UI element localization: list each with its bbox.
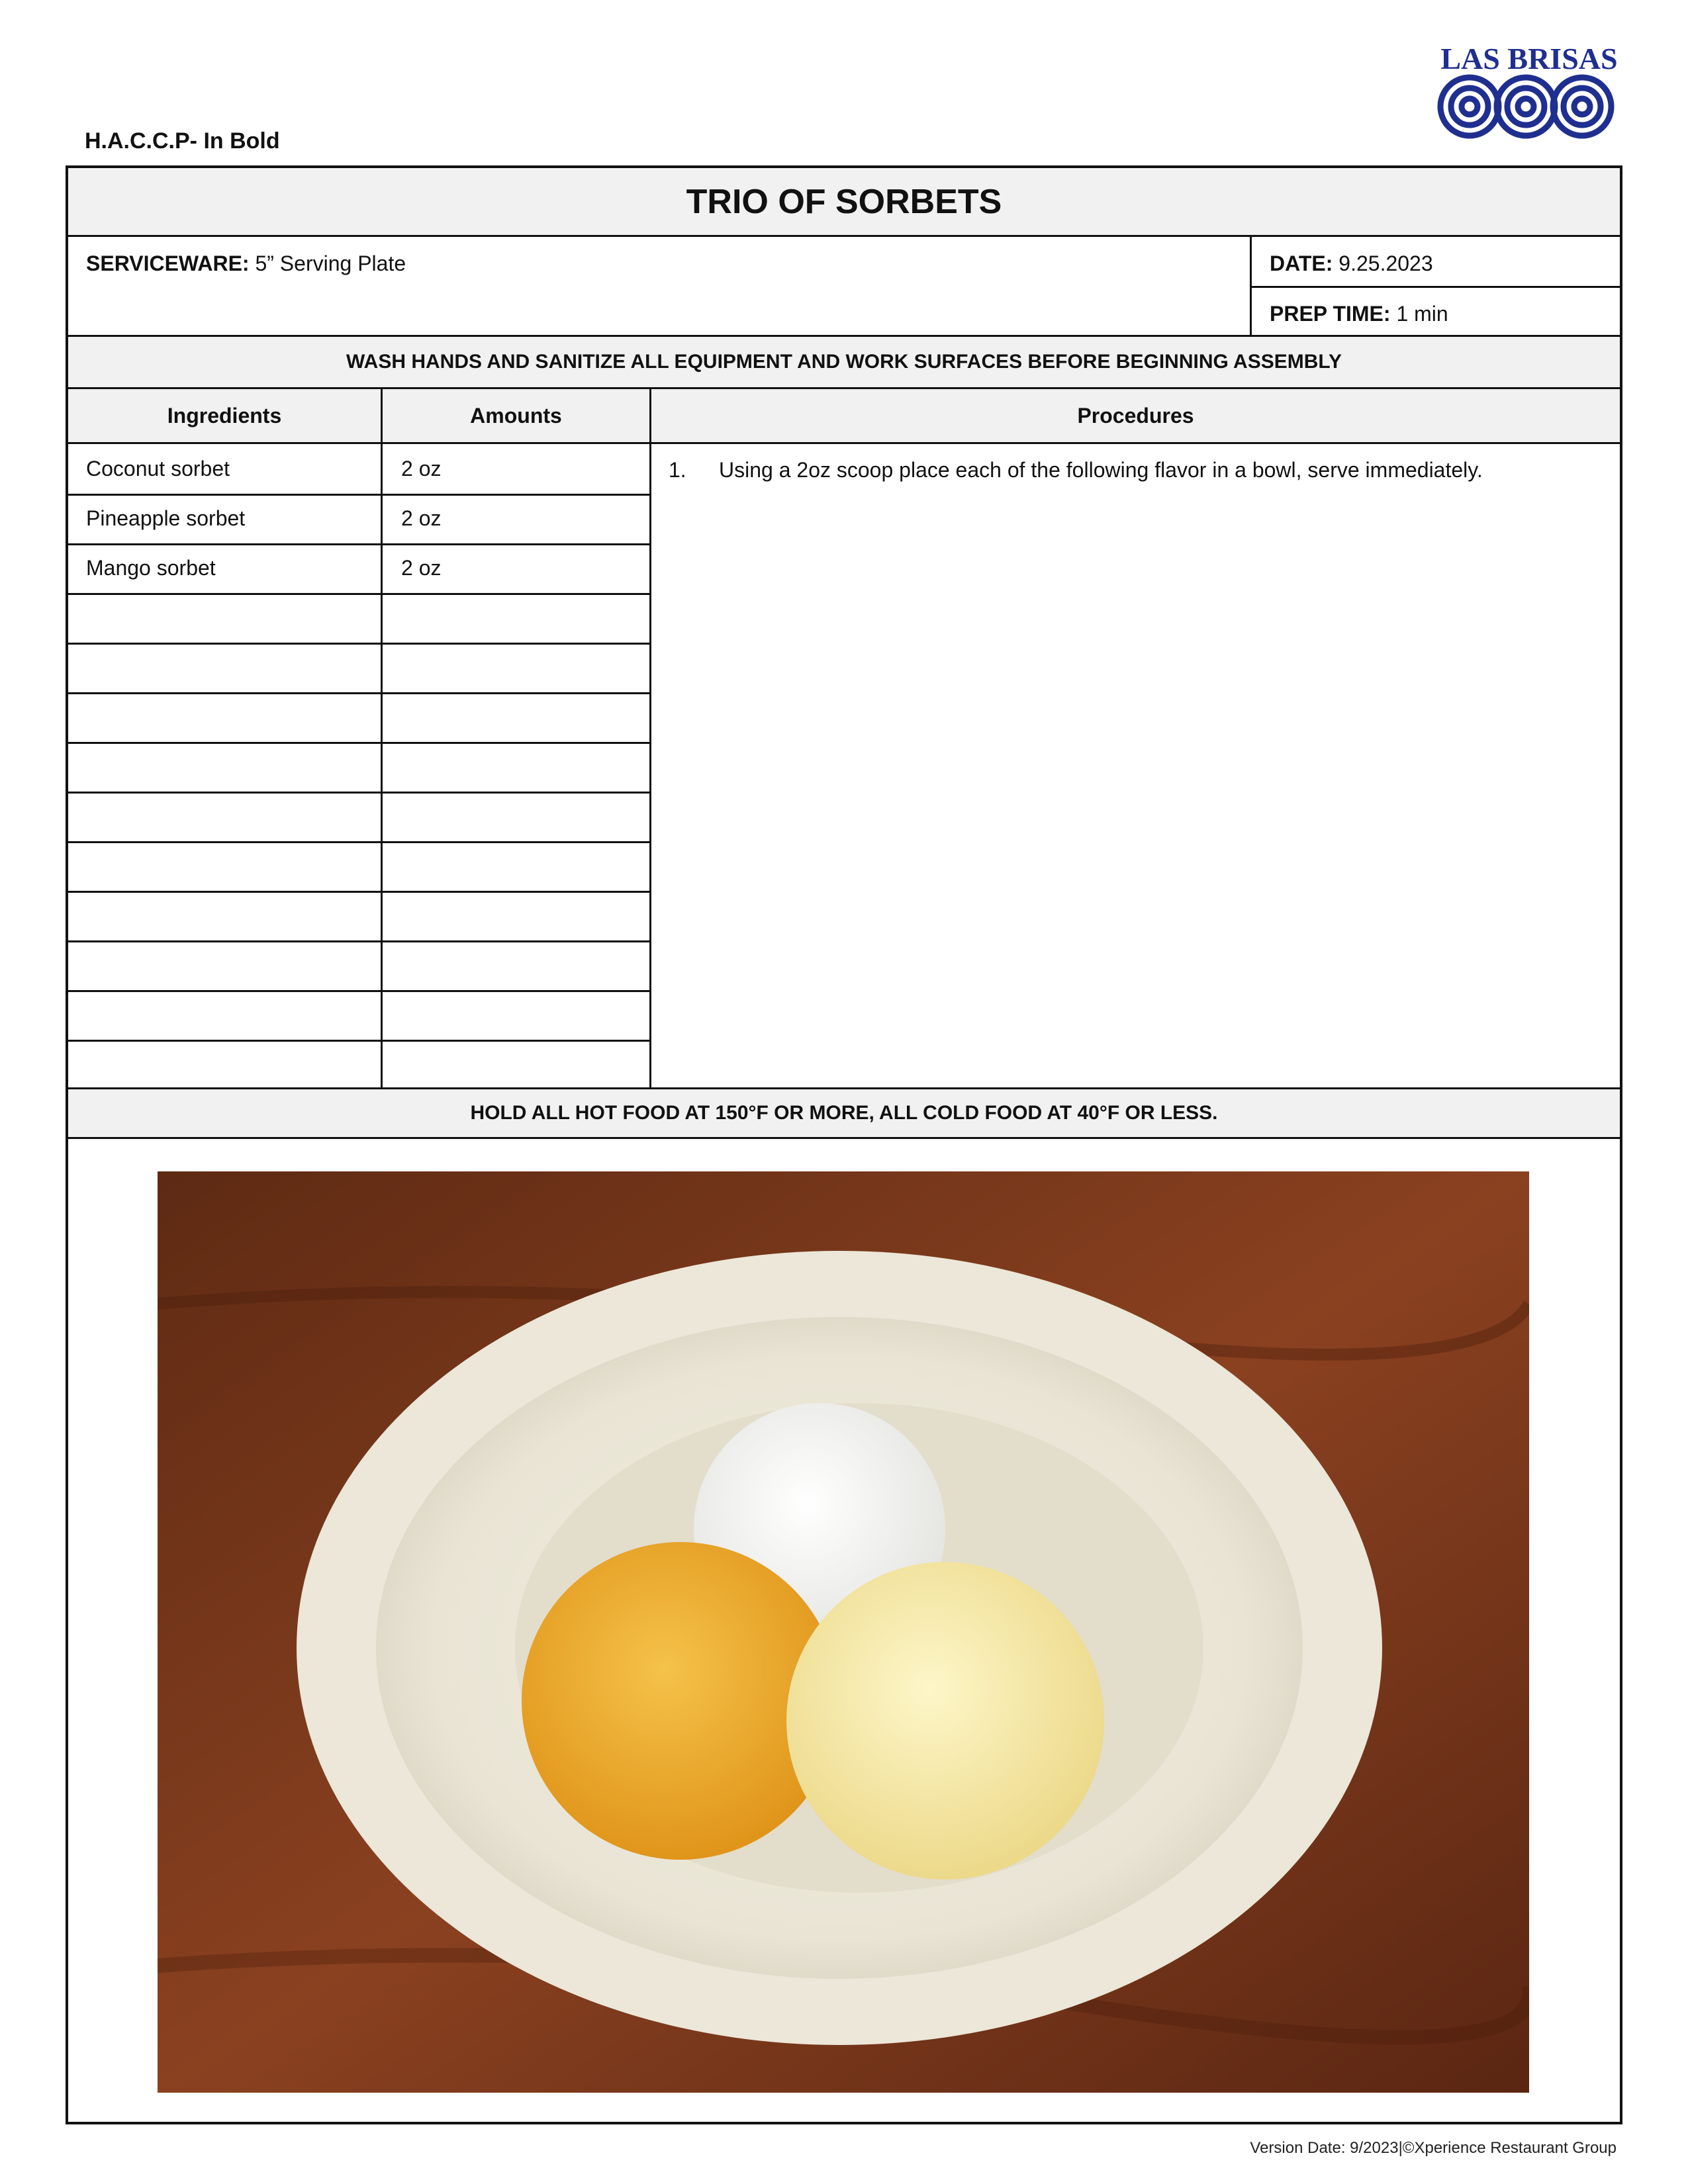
table-row-line — [68, 593, 649, 595]
divider — [1250, 286, 1620, 288]
ingredient-name: Mango sorbet — [86, 556, 216, 580]
version-footer: Version Date: 9/2023|©Xperience Restaurant Group — [1250, 2139, 1617, 2157]
prep-time-label: PREP TIME: — [1270, 302, 1391, 326]
table-row-line — [68, 692, 649, 694]
prep-time-field — [1270, 302, 1448, 326]
table-row-line — [68, 792, 649, 794]
table-row-line — [68, 643, 649, 645]
ingredient-amount: 2 oz — [401, 457, 442, 480]
ingredient-amount: 2 oz — [401, 506, 442, 530]
table-row-line — [68, 742, 649, 744]
serviceware-field — [86, 251, 406, 276]
procedure-number: 1. — [669, 458, 686, 482]
divider — [68, 442, 1620, 444]
haccp-note: H.A.C.C.P- In Bold — [85, 128, 280, 154]
table-row-line — [68, 1040, 649, 1042]
ingredient-name: Pineapple sorbet — [86, 506, 246, 530]
table-row-line — [68, 940, 649, 942]
table-row-line — [68, 841, 649, 843]
prep-time-value: 1 min — [1396, 302, 1448, 326]
table-row-line — [68, 494, 649, 496]
date-field — [1270, 251, 1433, 276]
date-value: 9.25.2023 — [1338, 251, 1433, 275]
serviceware-label: SERVICEWARE: — [86, 251, 250, 275]
procedure-step: Using a 2oz scoop place each of the following flavor in a bowl, serve immediately. — [719, 458, 1483, 482]
serviceware-value: 5” Serving Plate — [255, 251, 406, 275]
recipe-title: TRIO OF SORBETS — [68, 168, 1620, 237]
procedures-header: Procedures — [1077, 403, 1194, 428]
ingredient-amount: 2 oz — [401, 556, 442, 580]
divider — [68, 1137, 1620, 1139]
table-row-line — [68, 891, 649, 893]
hold-temperature-notice: HOLD ALL HOT FOOD AT 150°F OR MORE, ALL COLD FOOD AT 40°F OR LESS. — [68, 1089, 1620, 1137]
table-row-line — [68, 990, 649, 992]
table-row-line — [68, 543, 649, 545]
logo-text: LAS BRISAS — [1440, 42, 1618, 75]
amounts-header: Amounts — [470, 403, 562, 428]
date-label: DATE: — [1270, 251, 1333, 275]
wash-hands-notice: WASH HANDS AND SANITIZE ALL EQUIPMENT AND WORK SURFACES BEFORE BEGINNING ASSEMBLY — [68, 337, 1620, 387]
divider — [649, 389, 651, 1089]
ingredients-header: Ingredients — [167, 403, 282, 428]
ingredient-name: Coconut sorbet — [86, 457, 230, 480]
sorbet-photo — [158, 1171, 1529, 2093]
las-brisas-logo — [1430, 37, 1622, 143]
